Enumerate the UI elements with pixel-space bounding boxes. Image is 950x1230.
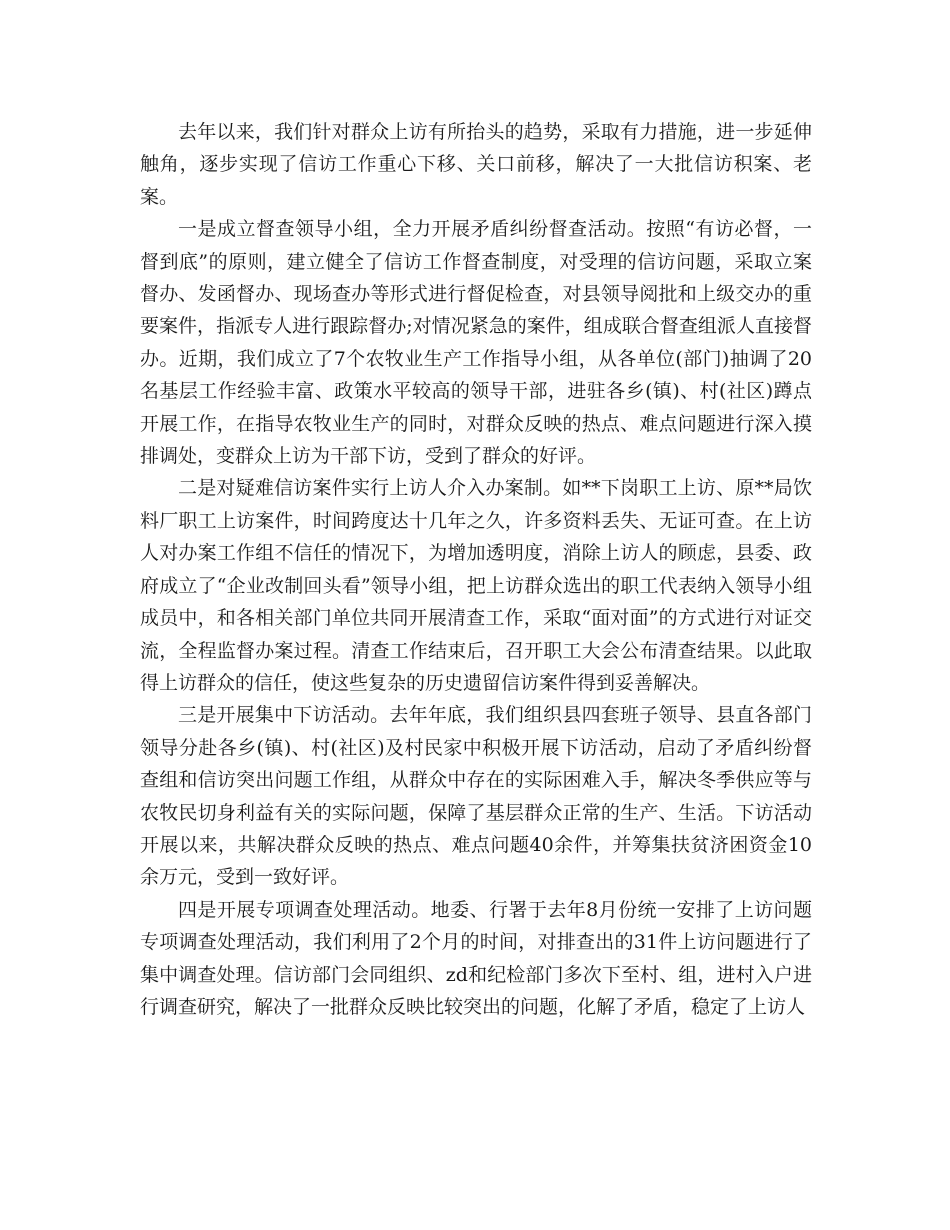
document-body: [140, 116, 812, 1023]
paragraph-intro: 去年以来，我们针对群众上访有所抬头的趋势，采取有力措施，进一步延伸触角，逐步实现了信访工作重心下移、关口前移，解决了一大批信访积案、老案。: [140, 121, 812, 208]
paragraph-4-special-investigation: 四是开展专项调查处理活动。地委、行署于去年8月份统一安排了上访问题专项调查处理活动，我们利用了2个月的时间，对排查出的31件上访问题进行了集中调查处理。信访部门会同组织、zd和纪检部门多次下至村、组，进村入户进行调查研究，解决了一批群众反映比较突出的问题，化解了矛盾，稳定了上访人: [140, 898, 812, 1018]
paragraph-1-supervision-group: 一是成立督查领导小组，全力开展矛盾纠纷督查活动。按照“有访必督，一督到底”的原则，建立健全了信访工作督查制度，对受理的信访问题，采取立案督办、发函督办、现场查办等形式进行督促检查，对县领导阅批和上级交办的重要案件，指派专人进行跟踪督办;对情况紧急的案件，组成联合督查组派人直接督办。近期，我们成立了7个农牧业生产工作指导小组，从各单位(部门)抽调了20名基层工作经验丰富、政策水平较高的领导干部，进驻各乡(镇)、村(社区)蹲点开展工作，在指导农牧业生产的同时，对群众反映的热点、难点问题进行深入摸排调处，变群众上访为干部下访，受到了群众的好评。: [140, 218, 812, 468]
paragraph-3-concentrated-visits: 三是开展集中下访活动。去年年底，我们组织县四套班子领导、县直各部门领导分赴各乡(镇)、村(社区)及村民家中积极开展下访活动，启动了矛盾纠纷督查组和信访突出问题工作组，从群众中存在的实际困难入手，解决冬季供应等与农牧民切身利益有关的实际问题，保障了基层群众正常的生产、生活。下访活动开展以来，共解决群众反映的热点、难点问题40余件，并筹集扶贫济困资金10余万元，受到一致好评。: [140, 704, 812, 889]
paragraph-2-petitioner-involvement: 二是对疑难信访案件实行上访人介入办案制。如**下岗职工上访、原**局饮料厂职工上访案件，时间跨度达十几年之久，许多资料丢失、无证可查。在上访人对办案工作组不信任的情况下，为增加透明度，消除上访人的顾虑，县委、政府成立了“企业改制回头看”领导小组，把上访群众选出的职工代表纳入领导小组成员中，和各相关部门单位共同开展清查工作，采取“面对面”的方式进行对证交流，全程监督办案过程。清查工作结束后，召开职工大会公布清查结果。以此取得上访群众的信任，使这些复杂的历史遗留信访案件得到妥善解决。: [140, 477, 812, 694]
